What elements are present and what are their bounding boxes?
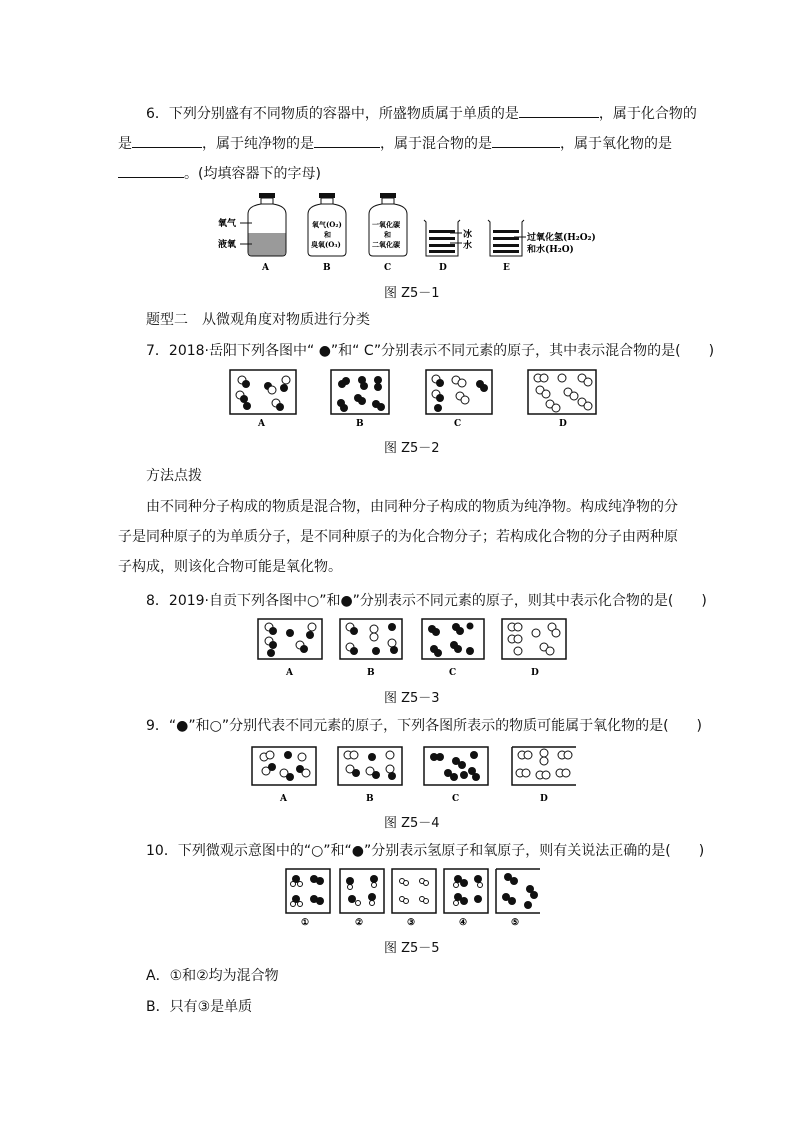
q6-blank-pure[interactable] [314,133,380,148]
q10-box-4 [444,869,488,928]
figure-z5-3-caption: 图 Z5－3 [384,691,440,706]
q7-text: 7．2018·岳阳下列各图中“ ●”和“ C”分别表示不同元素的原子，其中表示混合物的是( ) [146,343,715,359]
bottle-a-letter: A [262,263,269,273]
svg-text:和: 和 [384,230,391,239]
q8-label-d: D [531,668,539,678]
svg-text:和: 和 [324,230,331,239]
bottle-c [369,193,407,273]
figure-z5-5-caption: 图 Z5－5 [384,941,440,956]
q8-box-b [340,619,402,678]
figure-z5-1 [218,190,618,276]
q9-label-d: D [540,794,548,804]
q7-label-a: A [258,419,265,429]
q8-box-c [422,619,484,678]
beaker-e-bottom-label: 和水(H₂O) [527,245,574,255]
svg-text:氧气(O₂): 氧气(O₂) [312,220,342,229]
beaker-d-letter: D [439,263,447,273]
figure-z5-5 [284,867,544,929]
bottle-c-letter: C [384,263,392,273]
figure-z5-4 [250,745,580,805]
q9-box-d [512,747,576,804]
q9-box-b [338,747,402,804]
q10-label-5: ⑤ [511,918,520,928]
beaker-e-top-label: 过氧化氢(H₂O₂) [527,233,596,243]
q9-text: 9．“●”和○”分别代表不同元素的原子，下列各图所表示的物质可能属于氧化物的是( ) [146,718,703,734]
bottle-a-bottom-label: 液氧 [218,240,237,250]
q8-text: 8．2019·自贡下列各图中○”和●”分别表示不同元素的原子，则其中表示化合物的是( ) [146,593,707,609]
figure-z5-4-caption: 图 Z5－4 [384,816,440,831]
q8-box-a [258,619,322,678]
q9-label-c: C [452,794,460,804]
q10-option-b[interactable]: B．只有③是单质 [146,999,253,1015]
q10-box-3 [392,869,436,928]
q9-box-a [252,747,316,804]
section-2-title: 题型二 从微观角度对物质进行分类 [146,312,370,328]
beaker-e-letter: E [503,263,510,273]
q10-label-1: ① [301,918,310,928]
figure-z5-3 [256,617,586,679]
q7-label-b: B [356,419,364,429]
q10-label-4: ④ [459,918,468,928]
q8-label-c: C [449,668,457,678]
q6-blank-mixture[interactable] [492,133,560,148]
bottle-a-top-label: 氧气 [218,219,237,229]
method-line-1: 由不同种分子构成的物质是混合物，由同种分子构成的物质为纯净物。构成纯净物的分 [146,499,678,515]
q10-label-3: ③ [407,918,416,928]
q7-box-a [230,370,296,429]
q7-box-d [528,370,596,429]
q6-line2: 是 ，属于纯净物的是 ，属于混合物的是 ，属于氧化物的是 [118,133,672,154]
svg-text:二氧化碳: 二氧化碳 [372,240,400,249]
q7-label-c: C [454,419,462,429]
method-title: 方法点拨 [146,468,202,484]
beaker-d-bottom-label: 水 [463,241,473,251]
q10-box-2 [340,869,384,928]
q10-box-5 [496,869,540,928]
q8-box-d [502,619,566,678]
figure-z5-2 [228,368,608,430]
svg-text:臭氧(O₃): 臭氧(O₃) [311,240,341,249]
q6-line3: 。(均填容器下的字母) [118,163,321,184]
q10-label-2: ② [355,918,364,928]
q9-box-c [424,747,488,804]
bottle-a [218,193,286,273]
q7-box-c [426,370,492,429]
figure-z5-2-caption: 图 Z5－2 [384,441,440,456]
beaker-e [488,220,596,273]
q8-label-a: A [286,668,293,678]
svg-text:一氧化碳: 一氧化碳 [372,220,400,229]
bottle-b [308,193,346,273]
q10-text: 10．下列微观示意图中的“○”和“●”分别表示氢原子和氧原子，则有关说法正确的是( ) [146,843,705,859]
method-line-3: 子构成，则该化合物可能是氧化物。 [118,559,342,575]
q10-option-a[interactable]: A．①和②均为混合物 [146,968,279,984]
q7-box-b [331,370,389,429]
q6-blank-element[interactable] [519,103,599,118]
q9-label-b: B [366,794,374,804]
q8-label-b: B [367,668,375,678]
q6-line1: 6．下列分别盛有不同物质的容器中，所盛物质属于单质的是 ，属于化合物的 [146,103,697,124]
beaker-d-top-label: 冰 [463,230,473,240]
beaker-d [424,220,472,273]
bottle-b-letter: B [323,263,331,273]
method-line-2: 子是同种原子的为单质分子，是不同种原子的为化合物分子；若构成化合物的分子由两种原 [118,529,678,545]
q10-box-1 [286,869,330,928]
q9-label-a: A [280,794,287,804]
q6-blank-oxide[interactable] [118,163,184,178]
q7-label-d: D [559,419,567,429]
q6-blank-compound[interactable] [132,133,202,148]
figure-z5-1-caption: 图 Z5－1 [384,286,440,301]
